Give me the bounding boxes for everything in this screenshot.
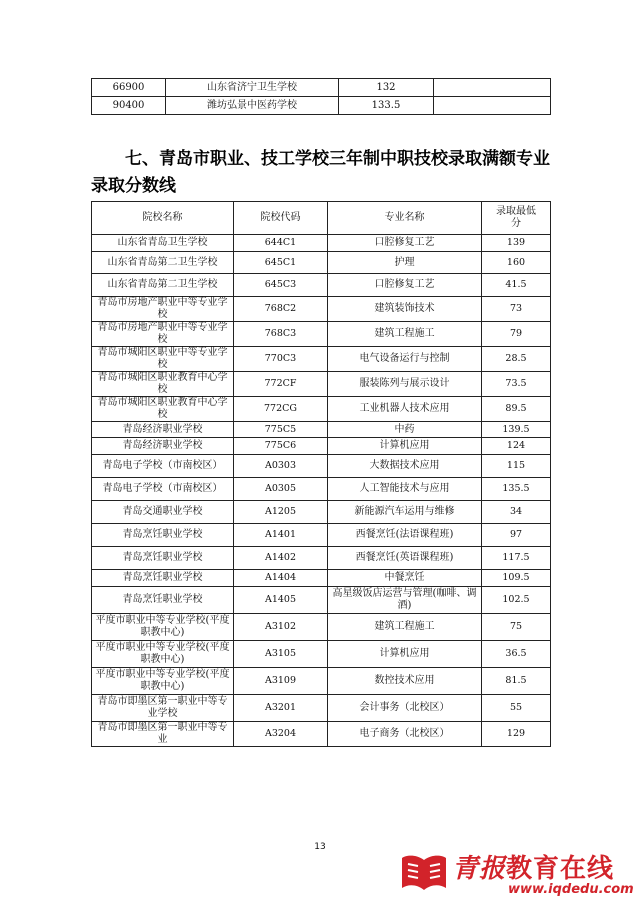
school-name-cell: 青岛烹饪职业学校 [92,547,234,570]
school-name-cell: 青岛市城阳区职业教育中心学校 [92,372,234,397]
blank-cell [434,97,551,115]
min-score-cell: 75 [482,614,551,641]
table-row [92,438,551,455]
page-number: 13 [314,842,326,852]
major-name-cell: 大数据技术应用 [328,455,482,478]
min-score-cell: 36.5 [482,641,551,668]
school-name-cell: 平度市职业中等专业学校(平度职教中心) [92,641,234,668]
school-name-cell: 青岛经济职业学校 [92,422,234,438]
table-row [92,668,551,695]
school-code-cell: 90400 [92,97,166,115]
watermark-url: www.iqdedu.com [508,882,634,897]
min-score-cell: 102.5 [482,587,551,614]
school-name-cell: 青岛烹饪职业学校 [92,570,234,587]
table-row [92,478,551,501]
open-book-icon [400,852,448,896]
min-score-cell: 73.5 [482,372,551,397]
major-name-cell: 建筑工程施工 [328,614,482,641]
school-code-cell: A1402 [234,547,328,570]
section-heading: 七、青岛市职业、技工学校三年制中职技校录取满额专业录取分数线 [91,149,550,196]
min-score-cell: 81.5 [482,668,551,695]
table-row [92,641,551,668]
table-row [92,547,551,570]
major-name-cell: 口腔修复工艺 [328,274,482,297]
school-name-cell: 青岛市房地产职业中等专业学校 [92,322,234,347]
table-row [92,252,551,274]
table-row [92,235,551,252]
table-row [92,422,551,438]
major-name-cell: 数控技术应用 [328,668,482,695]
min-score-cell: 34 [482,501,551,524]
min-score-cell: 41.5 [482,274,551,297]
school-name-cell: 青岛市房地产职业中等专业学校 [92,297,234,322]
school-code-cell: A1205 [234,501,328,524]
header-school-code: 院校代码 [234,202,328,235]
table-row [92,722,551,747]
major-name-cell: 建筑工程施工 [328,322,482,347]
school-name-cell: 山东省青岛卫生学校 [92,235,234,252]
min-score-cell: 129 [482,722,551,747]
table-row [92,614,551,641]
major-name-cell: 高星级饭店运营与管理(咖啡、调酒) [328,587,482,614]
watermark-calligraphy: 青报 [452,854,507,884]
table-row [92,97,551,115]
school-code-cell: 768C3 [234,322,328,347]
table-row [92,297,551,322]
min-score-cell: 160 [482,252,551,274]
school-code-cell: 645C1 [234,252,328,274]
min-score-cell: 73 [482,297,551,322]
table-row [92,524,551,547]
school-name-cell: 青岛电子学校（市南校区） [92,478,234,501]
school-code-cell: 775C5 [234,422,328,438]
min-score-cell: 135.5 [482,478,551,501]
school-name-cell: 青岛电子学校（市南校区） [92,455,234,478]
school-code-cell: A1405 [234,587,328,614]
major-name-cell: 护理 [328,252,482,274]
table-row [92,455,551,478]
school-name-cell: 青岛市城阳区职业教育中心学校 [92,397,234,422]
table-row [92,372,551,397]
blank-cell [434,79,551,97]
school-code-cell: A1404 [234,570,328,587]
school-code-cell: A3102 [234,614,328,641]
school-name-cell: 平度市职业中等专业学校(平度职教中心) [92,614,234,641]
school-name-cell: 青岛烹饪职业学校 [92,524,234,547]
score-cell: 132 [339,79,434,97]
major-name-cell: 西餐烹饪(英语课程班) [328,547,482,570]
min-score-cell: 117.5 [482,547,551,570]
major-name-cell: 人工智能技术与应用 [328,478,482,501]
min-score-cell: 139 [482,235,551,252]
major-name-cell: 西餐烹饪(法语课程班) [328,524,482,547]
school-code-cell: 644C1 [234,235,328,252]
school-code-cell: A3105 [234,641,328,668]
table-row [92,501,551,524]
table-row [92,347,551,372]
school-code-cell: A0305 [234,478,328,501]
major-name-cell: 中餐烹饪 [328,570,482,587]
school-code-cell: A0303 [234,455,328,478]
previous-score-table [91,78,551,115]
school-code-cell: A3204 [234,722,328,747]
table-row [92,274,551,297]
header-school-name: 院校名称 [92,202,234,235]
header-major-name: 专业名称 [328,202,482,235]
min-score-cell: 79 [482,322,551,347]
major-name-cell: 工业机器人技术应用 [328,397,482,422]
major-name-cell: 计算机应用 [328,438,482,455]
major-name-cell: 电气设备运行与控制 [328,347,482,372]
school-code-cell: 645C3 [234,274,328,297]
school-code-cell: 772CF [234,372,328,397]
major-name-cell: 建筑装饰技术 [328,297,482,322]
table-header-row [92,202,551,235]
school-name-cell: 青岛经济职业学校 [92,438,234,455]
school-name-cell: 青岛烹饪职业学校 [92,587,234,614]
school-name-cell: 山东省青岛第二卫生学校 [92,274,234,297]
school-name-cell: 青岛市城阳区职业中等专业学校 [92,347,234,372]
school-name-cell: 山东省济宁卫生学校 [166,79,339,97]
school-code-cell: 770C3 [234,347,328,372]
major-name-cell: 服装陈列与展示设计 [328,372,482,397]
watermark-brand-text: 教育在线 [506,854,615,884]
school-name-cell: 潍坊弘景中医药学校 [166,97,339,115]
table-row [92,695,551,722]
school-code-cell: 768C2 [234,297,328,322]
major-name-cell: 口腔修复工艺 [328,235,482,252]
table-row [92,587,551,614]
min-score-cell: 89.5 [482,397,551,422]
table-row [92,570,551,587]
major-name-cell: 电子商务（北校区） [328,722,482,747]
min-score-cell: 139.5 [482,422,551,438]
school-code-cell: A3109 [234,668,328,695]
school-code-cell: A3201 [234,695,328,722]
major-name-cell: 计算机应用 [328,641,482,668]
min-score-cell: 97 [482,524,551,547]
school-code-cell: 66900 [92,79,166,97]
watermark-logo [400,848,638,903]
school-name-cell: 青岛交通职业学校 [92,501,234,524]
min-score-cell: 124 [482,438,551,455]
school-name-cell: 青岛市即墨区第一职业中等专业学校 [92,695,234,722]
admission-score-table [91,201,551,747]
school-code-cell: 772CG [234,397,328,422]
min-score-cell: 28.5 [482,347,551,372]
school-name-cell: 平度市职业中等专业学校(平度职教中心) [92,668,234,695]
table-row [92,79,551,97]
table-row [92,397,551,422]
school-name-cell: 山东省青岛第二卫生学校 [92,252,234,274]
major-name-cell: 新能源汽车运用与维修 [328,501,482,524]
school-code-cell: 775C6 [234,438,328,455]
min-score-cell: 115 [482,455,551,478]
major-name-cell: 中药 [328,422,482,438]
school-name-cell: 青岛市即墨区第一职业中等专业 [92,722,234,747]
header-min-score: 录取最低分 [482,202,551,235]
major-name-cell: 会计事务（北校区） [328,695,482,722]
table-row [92,322,551,347]
score-cell: 133.5 [339,97,434,115]
min-score-cell: 109.5 [482,570,551,587]
school-code-cell: A1401 [234,524,328,547]
min-score-cell: 55 [482,695,551,722]
watermark-brand [452,848,614,885]
